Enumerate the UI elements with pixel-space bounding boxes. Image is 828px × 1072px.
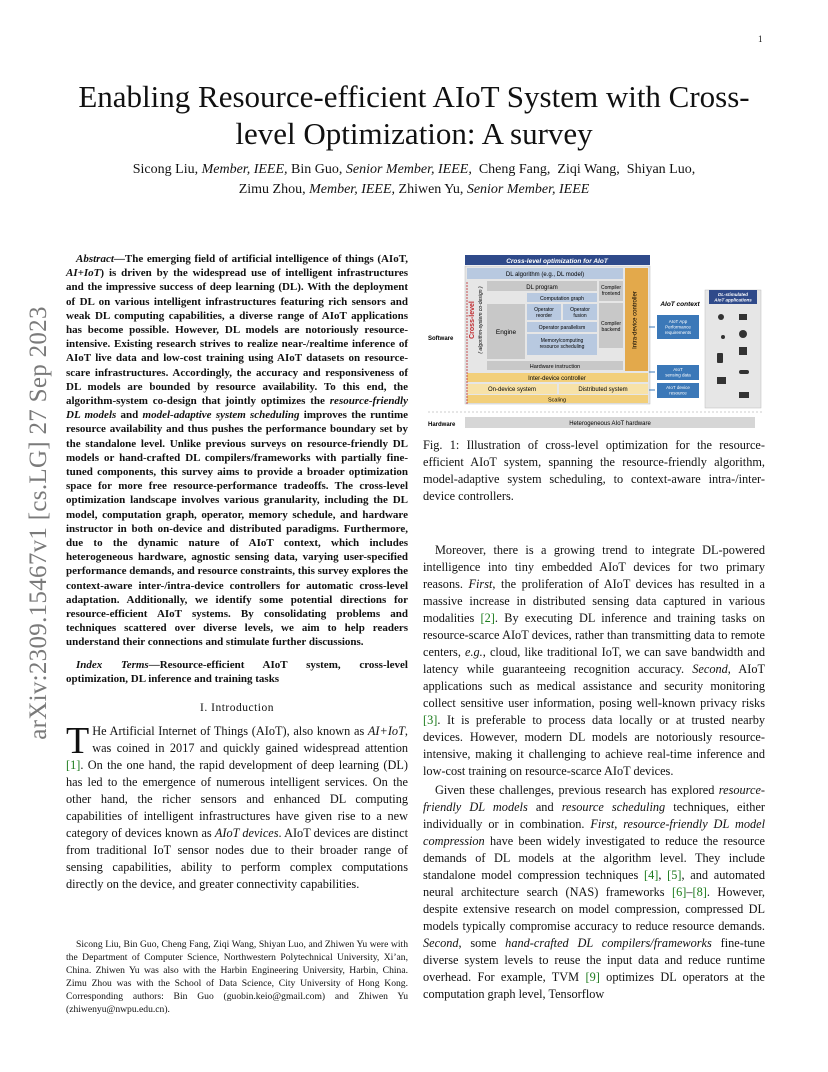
page-number: 1 [758,34,763,44]
sensor-icon [721,335,725,339]
camera-icon [739,314,747,320]
arxiv-identifier-text: arXiv:2309.15467v1 [cs.LG] 27 Sep 2023 [25,306,52,740]
body-paragraph: Moreover, there is a growing trend to integrate DL-powered intelligence into tiny embedded AIoT devices for two primary reasons. First, the proliferation of AIoT devices has resulted in a massive increase in distributed sensing data captured in various modalities [2]. By executing DL inference and training tasks on resource-scarce AIoT devices, rather than transmitting data to remote centers, e.g., cloud, like traditional IoT, we can save bandwidth and latency while guaranteeing recognition accuracy. Second, AIoT applications such as medical assistance and security monitoring collect sensitive user information, posing well-known privacy risks [3]. It is preferable to process data locally or at trusted nearby devices. However, modern DL models are notoriously resource-intensive, making it challenging to achieve real-time inference and low-cost training on resource-scarce AIoT devices. [423,543,766,778]
scaling-label: Scaling [547,397,567,404]
software-label: Software [428,336,454,342]
drone-icon [718,314,724,320]
author-name: Zhiwen Yu [398,182,460,197]
distributed-system-label: Distributed system [578,387,628,393]
dl-algorithm-label: DL algorithm (e.g., DL model) [505,272,585,278]
aiot-context-label: AIoT context [660,301,700,308]
operator-fusion-label: Operator fusion [570,307,590,319]
vehicle-icon [739,392,749,398]
author-name: Zimu Zhou [238,182,303,197]
phone-icon [717,353,723,363]
citation-link[interactable]: [6] [671,885,687,899]
on-device-system-label: On-device system [487,387,537,393]
robot-icon [739,347,747,355]
body-paragraph: Given these challenges, previous research has explored resource-friendly DL models and resource scheduling techniques, either individually or in combination. First, resource-friendly DL model compression have been widely investigated to reduce the resource demands of DL models at the algorithm level. They include standalone model compression techniques [4], [5], and automated neural architecture search (NAS) frameworks [6]–[8]. However, despite extensive research on model compression, compressed DL models typically compromise accuracy to reduce resource demands. Second, some hand-crafted DL compilers/frameworks fine-tune diverse system levels to reuse the input data and reduce runtime overhead. For example, TVM [9] optimizes DL operators at the computation graph level, Tensorflow [423,783,766,1001]
car-icon [739,370,749,374]
paper-title: Enabling Resource-efficient AIoT System with Cross-level Optimization: A survey [78,79,750,151]
arxiv-identifier [20,288,58,758]
author-role: Member, IEEE, [201,162,288,177]
index-terms: Index Terms—Resource-efficient AIoT system, cross-level optimization, DL inference and training tasks [66,658,408,685]
applications-panel [705,290,761,408]
citation-link[interactable]: [8] [692,885,707,899]
compiler-backend-label: Compiler backend [600,321,622,333]
citation-link[interactable]: [3] [423,713,438,727]
citation-link[interactable]: [9] [585,970,600,984]
memory-scheduling-label: Memory/computing resource scheduling [539,338,585,350]
heterogeneous-hardware-label: Heterogeneous AIoT hardware [569,421,651,427]
computation-graph-label: Computation graph [539,296,585,302]
applications-header: DL-stimulated AIoT applications [714,292,752,303]
codesign-label: ( algorithm-system co-design ) [478,286,484,354]
author-name: Bin Guo [291,162,339,177]
cross-level-label: Cross-level [469,301,476,339]
author-name: Shiyan Luo, [626,162,696,177]
camera-lens-icon [739,330,747,338]
abstract: Abstract—The emerging field of artificial intelligence of things (AIoT, AI+IoT) is driven by the widespread use of intelligent infrastructures and the impressive success of deep learning (DL). With the deployment of DL on various intelligent infrastructures featuring rich sensors and weak DL computing capabilities, a diverse range of AIoT applications has become possible. However, DL models are notoriously resource-intensive. Existing research strives to realize near-/realtime inference of AIoT live data and low-cost training using AIoT datasets on resource-scare infrastructures. Accordingly, the accuracy and responsiveness of DL models are bounded by resource availability. To this end, the algorithm-system co-design that jointly optimizes the resource-friendly DL models and model-adaptive system scheduling improves the runtime resource availability and thus pushes the performance boundary set by the standalone level. Unlike previous surveys on resource-friendly DL models or hand-crafted DL compilers/frameworks with partially fine-tuned components, this survey aims to provide a broader optimization space for more free resource-performance tradeoffs. The cross-level optimization landscape involves various granularity, including the DL model, computation graph, operator, memory schedule, and hardware instructor in both on-device and distributed paradigms. Furthermore, due to the dynamic nature of AIoT context, which includes heterogeneous hardware, agnostic sensing data, varying user-specified performance demands, and resource constraints, this survey explores the context-aware inter-/intra-device controllers for automatic cross-level adaptation. Additionally, we identify some potential directions for resource-efficient AIoT systems. By consolidating problems and techniques scattered over diverse levels, we aim to help readers understand their connections and stimulate further discussions. [66,253,408,649]
author-name: Ziqi Wang, [557,162,620,177]
engine-label: Engine [495,329,517,336]
cross-level-optimization-figure [423,252,768,432]
left-column [66,252,408,893]
hardware-label: Hardware [428,422,456,428]
citation-link[interactable]: [5] [667,868,682,882]
affiliation-footnote: Sicong Liu, Bin Guo, Cheng Fang, Ziqi Wang, Shiyan Luo, and Zhiwen Yu were with the Department of Computer Science, Northwestern Polytechnical University, Xi’an, China. Zhiwen Yu was also with the Harbin Engineering University, Harbin, China. Zimu Zhou was with the School of Data Science, City University of Hong Kong. Corresponding authors: Bin Guo (guobin.keio@gmail.com) and Zhiwen Yu (zhiwenyu@nwpu.edu.cn). [66,939,408,1015]
right-column [423,542,765,1003]
figure-caption-label: Fig. 1: [423,438,460,452]
figure-caption-text: Illustration of cross-level optimization for the resource-efficient AIoT system, spanning the resource-friendly algorithm, model-adaptive system scheduling, to context-aware intra-/inter-device controllers. [423,438,765,503]
compiler-frontend-label: Compiler frontend [600,285,622,297]
device-resource-label: AIoT device resource [666,385,690,396]
intro-paragraph: T He Artificial Internet of Things (AIoT), also known as AI+IoT, was coined in 2017 and quickly gained widespread attention [1]. On the one hand, the rapid development of deep learning (DL) has led to the emergence of numerous intelligent services. On the other hand, the richer sensors and enhanced DL computing capabilities of intelligent infrastructures have given rise to a new category of devices known as AIoT devices. AIoT devices are distinct from traditional IoT sensor nodes due to their broader range of sensing capabilities, ability to perform complex computations directly on the device, and greater connectivity capabilities. [66,720,408,892]
author-name: Sicong Liu [132,162,195,177]
sensing-data-label: AIoT sensing data [665,367,691,378]
author-role: Member, IEEE, [309,182,396,197]
citation-link[interactable]: [1] [66,758,81,773]
hardware-instruction-label: Hardware instruction [529,364,581,370]
dl-program-label: DL program [526,285,558,291]
author-list: Sicong Liu, Member, IEEE, Bin Guo, Senior Member, IEEE, Cheng Fang, Ziqi Wang, Shiyan Luo, Zimu Zhou, Member, IEEE, Zhiwen Yu, Senior Member, IEEE [132,162,696,197]
inter-device-controller-label: Inter-device controller [528,376,586,382]
figure-header: Cross-level optimization for AIoT [506,258,608,265]
operator-parallelism-label: Operator parallelism [538,325,586,331]
operator-reorder-label: Operator reorder [534,307,554,319]
index-terms-label: Index Terms [76,658,149,671]
figure-caption [423,437,765,505]
author-name: Cheng Fang, [478,162,551,177]
citation-link[interactable]: [2] [480,611,495,625]
author-role: Senior Member, IEEE [466,182,590,197]
section-heading-introduction: I. Introduction [200,702,274,715]
abstract-label: Abstract [76,253,114,265]
author-role: Senior Member, IEEE, [345,162,472,177]
app-requirements-label: AIoT App Performance requirements [664,319,692,335]
citation-link[interactable]: [4] [643,868,659,882]
monitor-icon [717,377,726,384]
intra-device-controller-label: Intra-device controller [632,291,639,349]
drop-cap: T [66,720,90,763]
